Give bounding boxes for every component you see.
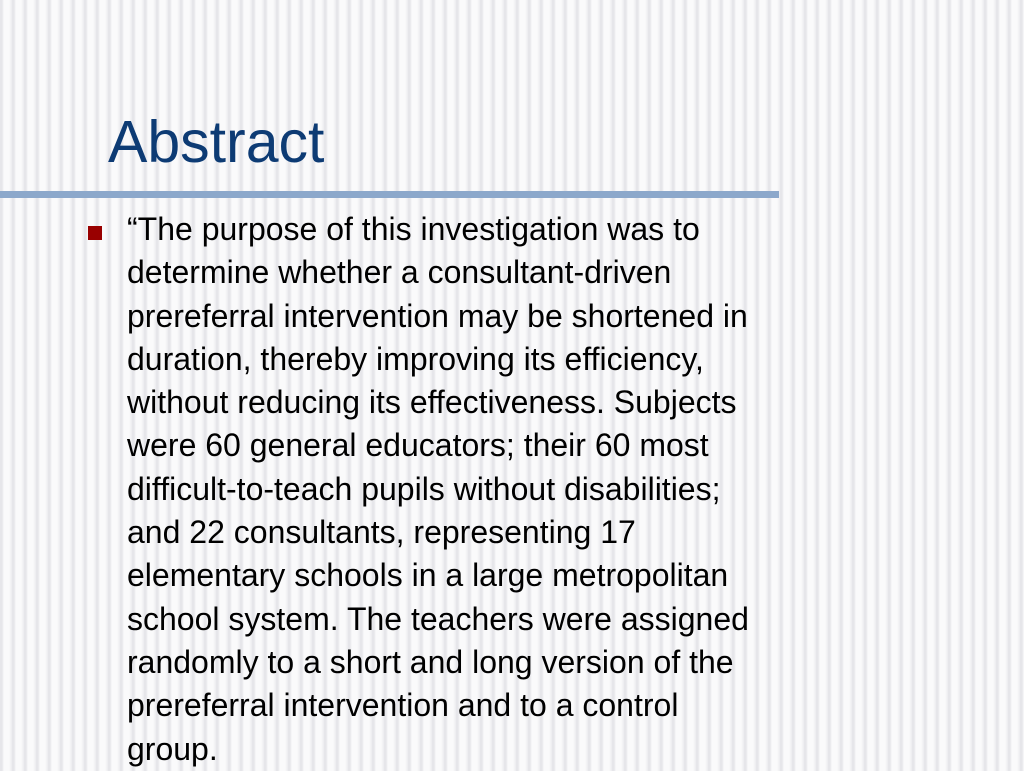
title-divider xyxy=(0,191,779,198)
abstract-text: “The purpose of this investigation was to determine whether a consultant-driven prereferral intervention may be shortened in duration, thereby improving its efficiency, without reducing its effectiveness. Subjects were 60 general educators; their 60 most difficult-to-teach pupils without disabilities; and 22 consultants, representing 17 elementary schools in a large metropolitan school system. The teachers were assigned randomly to a short and long version of the prereferral intervention and to a control group. xyxy=(127,211,749,767)
bullet-item xyxy=(88,208,948,771)
square-bullet-icon xyxy=(88,226,102,240)
slide-title: Abstract xyxy=(108,109,325,175)
bullet-list xyxy=(88,208,948,771)
